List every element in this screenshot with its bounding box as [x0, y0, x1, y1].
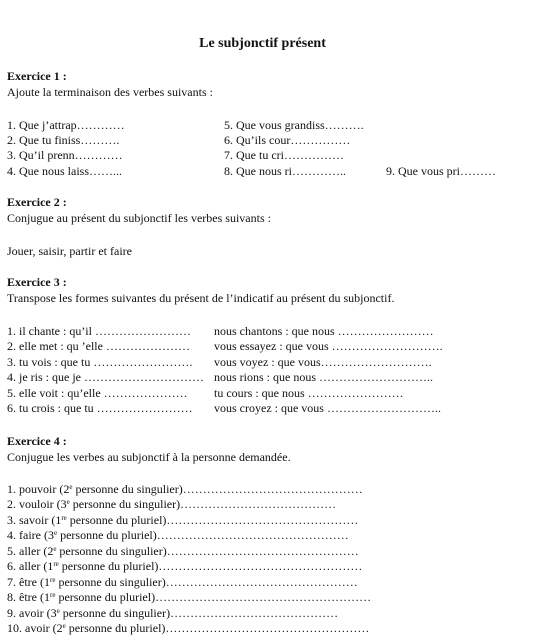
- ex4-item: 4. faire (3e personne du pluriel)…………………………………………: [7, 528, 349, 542]
- ex1-item: 3. Qu’il prenn…………: [7, 148, 123, 162]
- ex1-item: 5. Que vous grandiss……….: [224, 118, 364, 132]
- ex1-item: 2. Que tu finiss……….: [7, 133, 120, 147]
- exercise-4-instruction: Conjugue les verbes au subjonctif à la personne demandée.: [7, 450, 291, 464]
- ex3-left-item: 2. elle met : qu ’elle …………………: [7, 339, 190, 353]
- exercise-3-heading: Exercice 3 :: [7, 275, 67, 289]
- ex3-left-item: 3. tu vois : que tu …………………….: [7, 355, 193, 369]
- exercise-2-verbs: Jouer, saisir, partir et faire: [7, 244, 132, 258]
- page-title: Le subjonctif présent: [199, 36, 326, 51]
- ex1-item: 4. Que nous laiss……...: [7, 164, 122, 178]
- exercise-1-heading: Exercice 1 :: [7, 69, 67, 83]
- ex3-right-item: vous essayez : que vous ……………………….: [214, 339, 443, 353]
- ex4-item: 5. aller (2e personne du singulier)…………………………………………: [7, 544, 359, 558]
- exercise-4-heading: Exercice 4 :: [7, 434, 67, 448]
- ex1-item: 1. Que j’attrap…………: [7, 118, 125, 132]
- ex4-item: 7. être (1re personne du singulier)…………………………………………: [7, 575, 358, 589]
- ex1-item: 9. Que vous pri………: [386, 164, 496, 178]
- ex3-left-item: 6. tu crois : que tu ……………………: [7, 401, 193, 415]
- ex1-item: 6. Qu’ils cour……………: [224, 133, 351, 147]
- ex1-item: 7. Que tu cri……………: [224, 148, 344, 162]
- ex4-item: 2. vouloir (3e personne du singulier)…………………………………: [7, 497, 337, 511]
- ex3-right-item: nous rions : que nous ………………………..: [214, 370, 433, 384]
- ex3-left-item: 1. il chante : qu’il ……………………: [7, 324, 191, 338]
- ex3-right-item: vous voyez : que vous……………………….: [214, 355, 432, 369]
- ex3-right-item: tu cours : que nous ……………………: [214, 386, 404, 400]
- exercise-3-instruction: Transpose les formes suivantes du présent de l’indicatif au présent du subjonctif.: [7, 291, 395, 305]
- ex4-item: 1. pouvoir (2e personne du singulier)………………………………………: [7, 482, 363, 496]
- ex4-item: 6. aller (1re personne du pluriel)……………………………………………: [7, 559, 363, 573]
- ex3-right-item: nous chantons : que nous ……………………: [214, 324, 434, 338]
- exercise-2-heading: Exercice 2 :: [7, 195, 67, 209]
- ex4-item: 3. savoir (1re personne du pluriel)…………………………………………: [7, 513, 359, 527]
- ex3-right-item: vous croyez : que vous ………………………..: [214, 401, 441, 415]
- ex4-item: 8. être (1re personne du pluriel)………………………………………………: [7, 590, 372, 604]
- ex4-item: 10. avoir (2e personne du pluriel)……………………………………………: [7, 621, 370, 635]
- exercise-2-instruction: Conjugue au présent du subjonctif les verbes suivants :: [7, 211, 271, 225]
- ex4-item: 9. avoir (3e personne du singulier)……………………………………: [7, 606, 339, 620]
- exercise-1-instruction: Ajoute la terminaison des verbes suivants :: [7, 85, 213, 99]
- ex3-left-item: 5. elle voit : qu’elle …………………: [7, 386, 188, 400]
- ex3-left-item: 4. je ris : que je …………………………: [7, 370, 204, 384]
- ex1-item: 8. Que nous ri…………..: [224, 164, 346, 178]
